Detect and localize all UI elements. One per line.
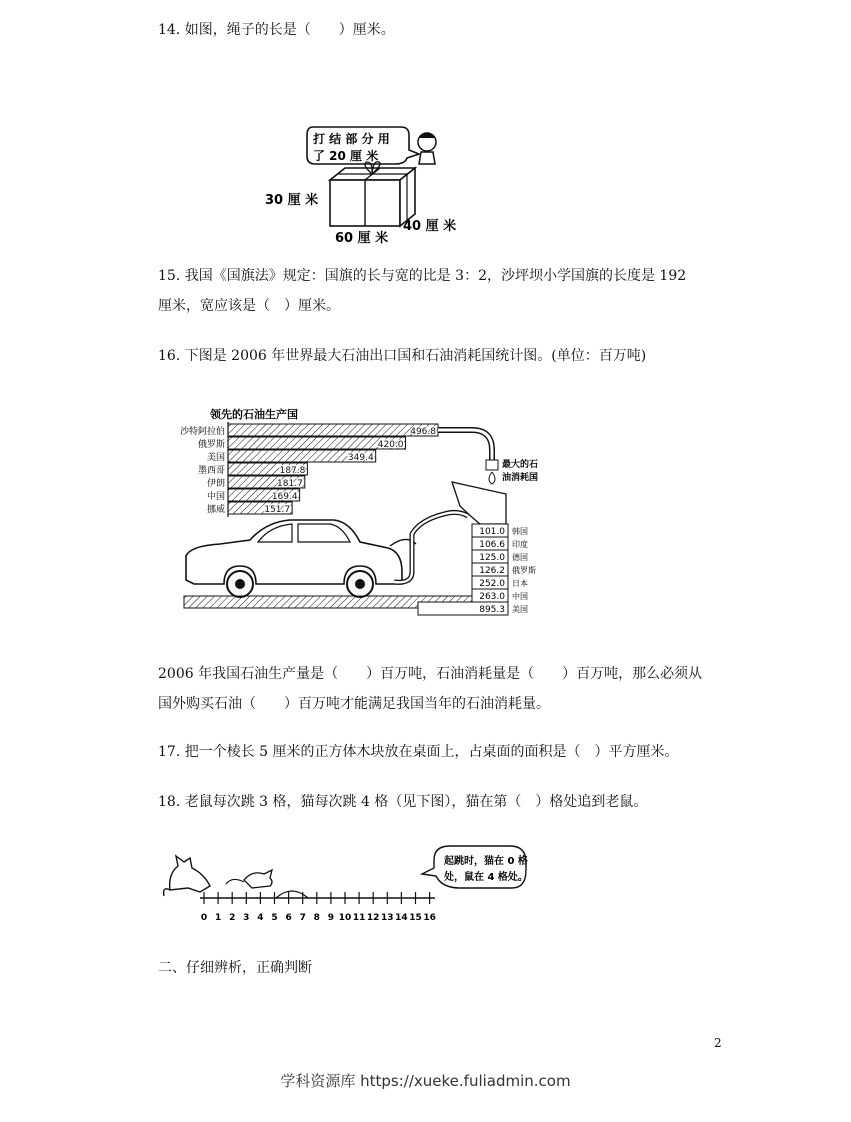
cat-icon — [164, 856, 210, 896]
tick-label: 15 — [409, 913, 422, 923]
producer-value-label: 169.4 — [271, 492, 298, 502]
box-icon — [330, 162, 415, 226]
tick-label: 4 — [257, 913, 264, 923]
producer-category-label: 沙特阿拉伯 — [180, 427, 225, 437]
consumers-chart-title-2: 油消耗国 — [502, 473, 539, 483]
oil-chart — [180, 404, 580, 616]
consumer-value-label: 126.2 — [479, 566, 505, 576]
consumer-value-label: 895.3 — [479, 605, 505, 615]
tick-label: 14 — [395, 913, 408, 923]
width-label: 40 厘 米 — [403, 219, 457, 234]
consumer-category-label: 日本 — [512, 579, 528, 588]
gift-box-figure — [255, 118, 475, 248]
consumer-category-label: 俄罗斯 — [512, 566, 536, 575]
consumer-category-label: 中国 — [512, 592, 528, 601]
question-14: 14. 如图，绳子的长是（ ）厘米。 — [158, 22, 395, 38]
consumer-category-label: 德国 — [512, 553, 528, 562]
bubble-line-1: 打 结 部 分 用 — [313, 132, 390, 146]
length-label: 60 厘 米 — [335, 231, 389, 246]
producer-value-label: 181.7 — [277, 479, 303, 489]
question-16-answer-line-2: 国外购买石油（ ）百万吨才能满足我国当年的石油消耗量。 — [158, 696, 550, 712]
section-2-heading: 二、仔细辨析，正确判断 — [158, 960, 312, 976]
tick-label: 3 — [243, 913, 250, 923]
tick-label: 5 — [271, 913, 278, 923]
funnel-icon — [452, 482, 506, 524]
consumer-category-label: 韩国 — [512, 527, 528, 536]
question-15-line-1: 15. 我国《国旗法》规定：国旗的长与宽的比是 3：2，沙坪坝小学国旗的长度是 192 — [158, 268, 687, 284]
tick-label: 7 — [299, 913, 306, 923]
consumer-value-label: 263.0 — [479, 592, 505, 602]
tick-label: 16 — [423, 913, 436, 923]
question-16-answer-line-1: 2006 年我国石油生产量是（ ）百万吨，石油消耗量是（ ）百万吨，那么必须从 — [158, 666, 703, 682]
tick-label: 2 — [229, 913, 236, 923]
tick-label: 6 — [285, 913, 292, 923]
producer-category-label: 俄罗斯 — [197, 440, 225, 450]
producer-value-label: 349.4 — [347, 453, 374, 463]
question-18: 18. 老鼠每次跳 3 格，猫每次跳 4 格（见下图），猫在第（ ）格处追到老鼠。 — [158, 794, 648, 810]
consumer-value-label: 125.0 — [479, 553, 505, 563]
page-number: 2 — [714, 1036, 722, 1050]
bubble-line-2: 处，鼠在 4 格处。 — [444, 872, 528, 883]
consumer-value-label: 106.6 — [479, 540, 505, 550]
footer-watermark: 学科资源库 https://xueke.fuliadmin.com — [280, 1072, 571, 1090]
tick-label: 12 — [366, 913, 380, 923]
tick-label: 0 — [200, 913, 208, 923]
producers-chart-title: 领先的石油生产国 — [210, 408, 298, 421]
tick-label: 13 — [381, 913, 394, 923]
mouse-icon — [226, 870, 272, 888]
tick-label: 1 — [214, 913, 222, 923]
tick-label: 8 — [313, 913, 320, 923]
tick-label: 9 — [327, 913, 335, 923]
tick-label: 11 — [352, 913, 366, 923]
height-label: 30 厘 米 — [265, 193, 319, 208]
producer-value-label: 151.7 — [264, 505, 291, 515]
producer-category-label: 伊朗 — [206, 479, 225, 489]
producer-bar — [228, 424, 438, 436]
jump-number-line — [160, 840, 540, 932]
producer-value-label: 496.8 — [410, 427, 436, 437]
boy-icon — [418, 133, 436, 164]
producer-category-label: 挪威 — [206, 505, 225, 515]
producer-value-label: 187.8 — [279, 466, 306, 476]
bubble-line-1: 起跳时，猫在 0 格 — [444, 856, 528, 867]
question-15-line-2: 厘米，宽应该是（ ）厘米。 — [158, 298, 340, 314]
consumer-value-label: 252.0 — [479, 579, 505, 589]
bubble-line-2: 了 20 厘 米 — [313, 149, 379, 163]
pipe-icon — [438, 430, 498, 484]
tick-label: 10 — [338, 913, 352, 923]
question-17: 17. 把一个棱长 5 厘米的正方体木块放在桌面上，占桌面的面积是（ ）平方厘米。 — [158, 744, 679, 760]
producer-category-label: 美国 — [206, 453, 225, 463]
consumer-value-label: 101.0 — [479, 527, 505, 537]
consumer-category-label: 印度 — [512, 540, 528, 549]
question-16: 16. 下图是 2006 年世界最大石油出口国和石油消耗国统计图。(单位：百万吨) — [158, 348, 647, 364]
car-icon — [184, 520, 474, 608]
producer-category-label: 墨西哥 — [197, 466, 225, 476]
consumer-category-label: 美国 — [512, 605, 528, 614]
producer-value-label: 420.0 — [377, 440, 404, 450]
consumers-chart-title-1: 最大的石 — [502, 460, 539, 470]
producer-category-label: 中国 — [206, 492, 225, 502]
